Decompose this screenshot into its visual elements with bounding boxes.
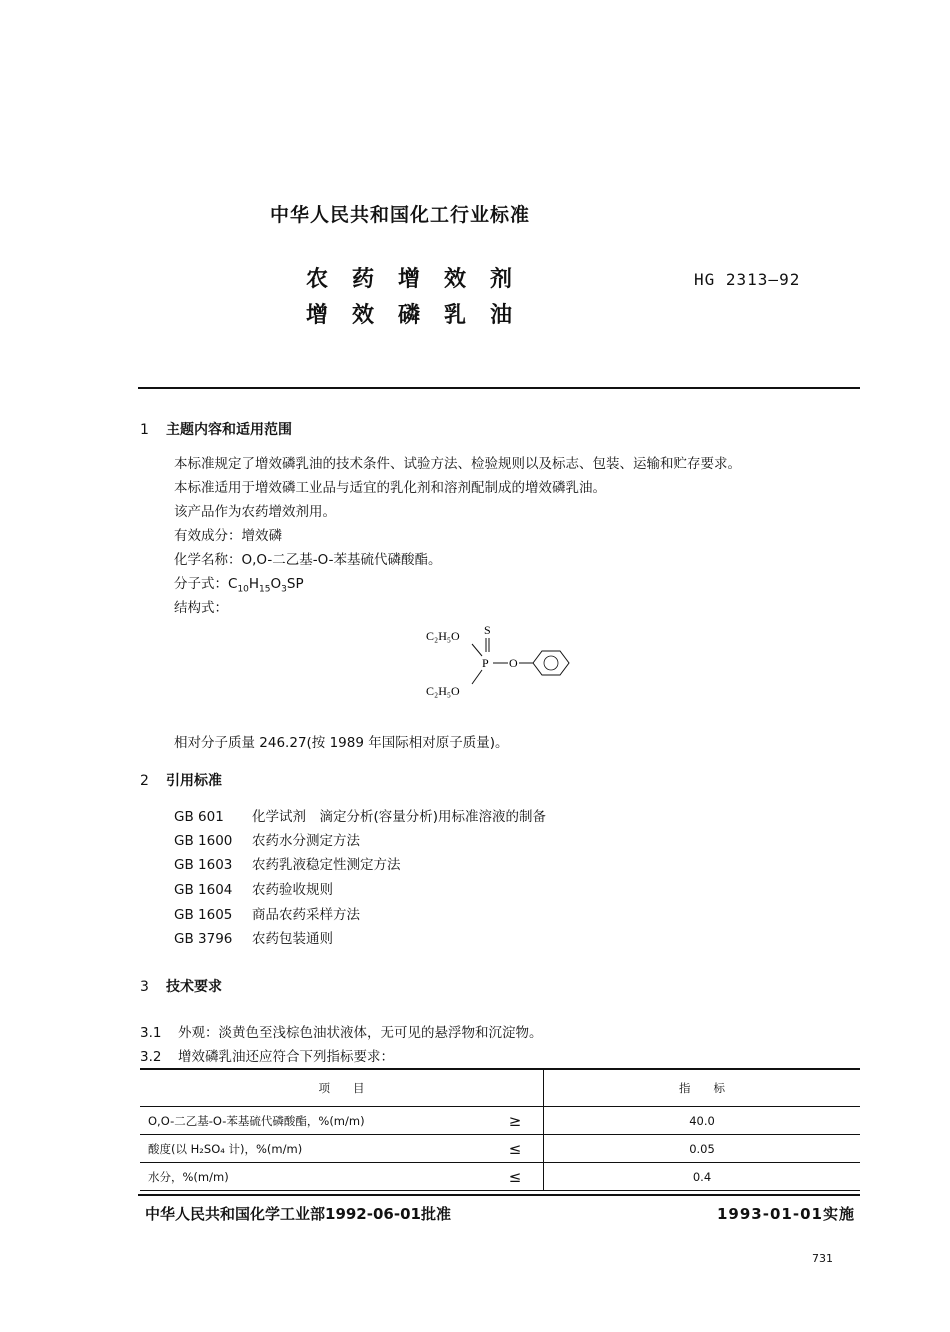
structure-label: 结构式： <box>174 600 228 616</box>
section-number: 2 <box>140 773 149 789</box>
reference-item: GB 1600 农药水分测定方法 <box>174 833 360 849</box>
bond-line <box>472 670 482 684</box>
section-3-heading <box>140 976 222 996</box>
effective-date: 1993-01-01实施 <box>717 1205 855 1223</box>
section-number: 3 <box>140 979 149 995</box>
reference-item: GB 1603 农药乳液稳定性测定方法 <box>174 857 401 873</box>
benzene-ring-inner <box>544 656 558 670</box>
page-number: 731 <box>812 1252 833 1265</box>
subsection-3-1: 3.1 外观：淡黄色至浅棕色油状液体，无可见的悬浮物和沉淀物。 <box>140 1025 543 1041</box>
section-2-heading <box>140 770 222 790</box>
operator-cell: ≤ <box>487 1163 544 1191</box>
operator-cell: ≥ <box>487 1107 544 1135</box>
subsection-3-2: 3.2 增效磷乳油还应符合下列指标要求： <box>140 1049 394 1065</box>
title-line-2: 增效磷乳油 <box>306 303 537 328</box>
paragraph: 有效成分：增效磷 <box>174 528 282 544</box>
section-title: 主题内容和适用范围 <box>166 422 292 438</box>
header-index: 指 标 <box>544 1069 861 1107</box>
standard-number: HG 2313—92 <box>694 270 801 289</box>
standard-organization: 中华人民共和国化工行业标准 <box>270 204 531 226</box>
bond-line <box>472 644 482 656</box>
table-row <box>140 1107 860 1135</box>
table-row <box>140 1135 860 1163</box>
section-title: 引用标准 <box>166 773 222 789</box>
value-cell: 0.4 <box>544 1163 861 1191</box>
table-header-row <box>140 1069 860 1107</box>
reference-item: GB 1604 农药验收规则 <box>174 882 333 898</box>
phosphorus-label: P <box>482 656 489 670</box>
approval-line: 中华人民共和国化学工业部1992-06-01批准 <box>145 1205 451 1223</box>
specification-table <box>140 1068 860 1191</box>
ethoxy-label-upper: C₂H₅O <box>426 629 460 643</box>
reference-item: GB 3796 农药包装通则 <box>174 931 333 947</box>
molecular-weight: 相对分子质量 246.27(按 1989 年国际相对原子质量)。 <box>174 735 509 751</box>
paragraph: 该产品作为农药增效剂用。 <box>174 504 336 520</box>
paragraph: 化学名称：O,O-二乙基-O-苯基硫代磷酸酯。 <box>174 552 442 568</box>
value-cell: 40.0 <box>544 1107 861 1135</box>
bottom-rule <box>138 1194 860 1196</box>
benzene-ring <box>533 651 569 675</box>
paragraph: 本标准规定了增效磷乳油的技术条件、试验方法、检验规则以及标志、包装、运输和贮存要求。 <box>174 456 741 472</box>
item-cell: 水分，%(m/m) <box>140 1163 487 1191</box>
oxygen-label: O <box>509 656 518 670</box>
item-cell: O,O-二乙基-O-苯基硫代磷酸酯，%(m/m) <box>140 1107 487 1135</box>
operator-cell: ≤ <box>487 1135 544 1163</box>
title-line-1: 农药增效剂 <box>306 267 537 292</box>
header-item: 项 目 <box>140 1069 544 1107</box>
structural-formula <box>420 622 580 704</box>
table-row <box>140 1163 860 1191</box>
paragraph: 本标准适用于增效磷工业品与适宜的乳化剂和溶剂配制成的增效磷乳油。 <box>174 480 606 496</box>
section-1-heading <box>140 419 292 439</box>
section-title: 技术要求 <box>166 979 222 995</box>
top-rule <box>138 387 860 389</box>
reference-item: GB 1605 商品农药采样方法 <box>174 907 360 923</box>
section-number: 1 <box>140 422 149 438</box>
reference-item: GB 601 化学试剂 滴定分析(容量分析)用标准溶液的制备 <box>174 809 547 825</box>
sulfur-label: S <box>484 623 491 637</box>
ethoxy-label-lower: C₂H₅O <box>426 684 460 698</box>
value-cell: 0.05 <box>544 1135 861 1163</box>
molecular-formula: 分子式：$C_{10}H_{15}O_3SP$ <box>174 576 304 595</box>
item-cell: 酸度(以 H₂SO₄ 计)，%(m/m) <box>140 1135 487 1163</box>
